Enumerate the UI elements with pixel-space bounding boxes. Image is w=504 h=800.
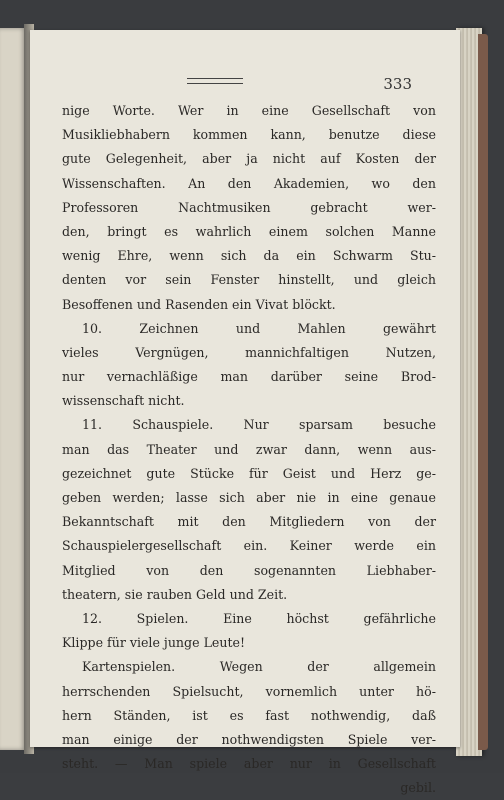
text-line: Professoren Nachtmusiken gebracht wer- bbox=[62, 199, 436, 215]
text-line: 12. Spielen. Eine höchst gefährliche bbox=[82, 610, 436, 626]
text-line: Wissenschaften. An den Akademien, wo den bbox=[62, 175, 436, 191]
text-line: denten vor sein Fenster hinstellt, und gleich bbox=[62, 272, 436, 288]
text-line: wissenschaft nicht. bbox=[62, 393, 185, 409]
text-line: theatern, sie rauben Geld und Zeit. bbox=[62, 586, 288, 602]
text-line: nur vernachläßige man darüber seine Brod- bbox=[62, 369, 436, 385]
text-line: man einige der nothwendigsten Spiele ver- bbox=[62, 731, 436, 747]
text-line: steht. — Man spiele aber nur in Gesellschaft bbox=[62, 756, 436, 772]
text-line: Bekanntschaft mit den Mitgliedern von der bbox=[62, 514, 436, 530]
book-cover-edge bbox=[478, 34, 488, 750]
text-line: wenig Ehre, wenn sich da ein Schwarm Stu- bbox=[62, 248, 436, 264]
facing-page-edge bbox=[0, 28, 26, 750]
text-line: Besoffenen und Rasenden ein Vivat blöckt. bbox=[62, 296, 336, 312]
text-line: 10. Zeichnen und Mahlen gewährt bbox=[82, 320, 436, 336]
text-line: geben werden; lasse sich aber nie in eine genaue bbox=[62, 490, 436, 505]
text-line: herrschenden Spielsucht, vornemlich unter hö- bbox=[62, 683, 436, 699]
header-rule bbox=[187, 78, 243, 84]
text-line: Musikliebhabern kommen kann, benutze diese bbox=[62, 127, 436, 143]
text-line: Klippe für viele junge Leute! bbox=[62, 635, 246, 651]
text-line: nige Worte. Wer in eine Gesellschaft von bbox=[62, 103, 436, 118]
text-line: Schauspielergesellschaft ein. Keiner werde ein bbox=[62, 538, 436, 554]
text-line: 11. Schauspiele. Nur sparsam besuche bbox=[82, 417, 436, 433]
page-number: 333 bbox=[383, 75, 412, 93]
body-text bbox=[62, 99, 436, 800]
text-line: den, bringt es wahrlich einem solchen Manne bbox=[62, 223, 436, 239]
text-line: vieles Vergnügen, mannichfaltigen Nutzen, bbox=[62, 344, 436, 360]
text-line: man das Theater und zwar dann, wenn aus- bbox=[62, 441, 436, 457]
text-line: gebil. bbox=[400, 780, 436, 796]
text-line: Mitglied von den sogenannten Liebhaber- bbox=[62, 562, 436, 578]
text-line: hern Ständen, ist es fast nothwendig, daß bbox=[62, 707, 436, 723]
text-line: Kartenspielen. Wegen der allgemein bbox=[82, 659, 436, 675]
text-line: gute Gelegenheit, aber ja nicht auf Kosten der bbox=[62, 151, 436, 167]
text-line: gezeichnet gute Stücke für Geist und Herz ge- bbox=[62, 465, 436, 481]
